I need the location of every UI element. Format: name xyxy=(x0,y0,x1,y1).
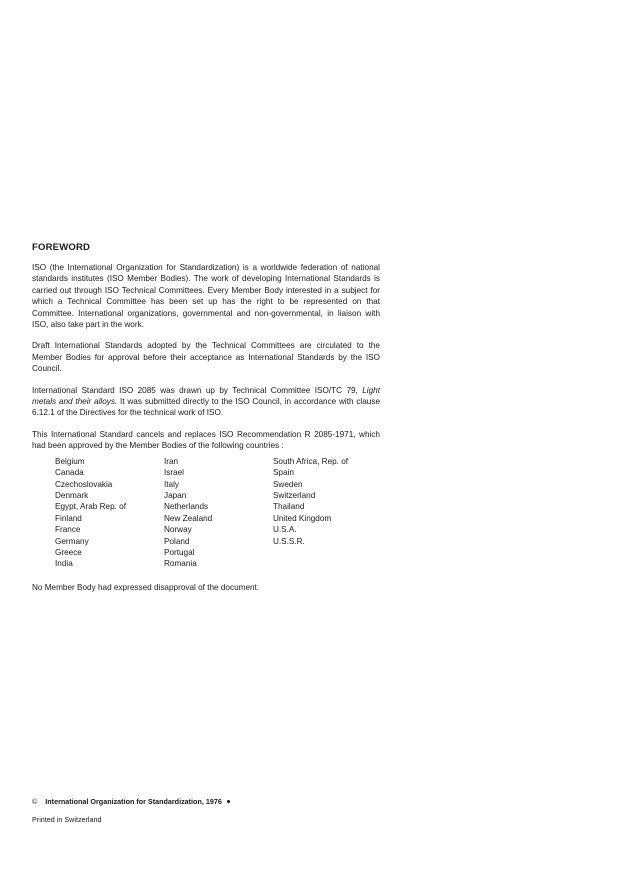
country-item: Canada xyxy=(55,468,84,478)
country-column-1 xyxy=(55,456,164,570)
country-item: South Africa, Rep. of xyxy=(272,456,349,466)
page-footer xyxy=(32,797,230,824)
country-item: Spain xyxy=(272,468,294,478)
closing-statement: No Member Body had expressed disapproval of the document. xyxy=(32,582,260,592)
country-item: Israel xyxy=(163,468,185,478)
paragraph-draft-standards: Draft International Standards adopted by the Technical Committees are circulated to the Member Bodies for approval before their acceptance as International Standards by the ISO Council. xyxy=(32,341,380,374)
country-item: France xyxy=(55,525,81,535)
country-item: Sweden xyxy=(272,479,303,489)
origin-text-start: International Standard ISO 2085 was drawn up by Technical Committee ISO/TC 79, xyxy=(32,385,363,395)
foreword-section xyxy=(32,242,380,593)
country-column-2 xyxy=(164,456,273,570)
country-item: Poland xyxy=(163,536,190,546)
origin-text-end: It was submitted directly to the ISO Council, in accordance with clause 6.12.1 of the Directives for the technical work of ISO. xyxy=(32,397,380,418)
copyright-symbol: © xyxy=(32,797,38,806)
country-item: Iran xyxy=(163,456,179,466)
country-item: Czechoslovakia xyxy=(55,479,113,489)
country-item: Finland xyxy=(55,513,82,523)
country-item: Egypt, Arab Rep. of xyxy=(55,502,127,512)
country-item: Greece xyxy=(55,547,82,557)
country-item: Thailand xyxy=(272,502,305,512)
copyright-text: International Organization for Standardization, 1976 xyxy=(45,797,222,806)
printed-in: Printed in Switzerland xyxy=(32,815,102,824)
country-item: U.S.A. xyxy=(272,525,297,535)
country-item: India xyxy=(55,559,73,569)
paragraph-iso-intro: ISO (the International Organization for Standardization) is a worldwide federation of national standards institutes (ISO Member Bodies). The work of developing International Standards is carried out through ISO Technical Committees. Every Member Body interested in a subject for which a Technical Committee has been set up has the right to be represented on that Committee. International organizations, governmental and non-governmental, in liaison with ISO, also take part in the work. xyxy=(32,263,380,330)
country-item: Belgium xyxy=(55,456,85,466)
paragraph-cancels-replaces: This International Standard cancels and replaces ISO Recommendation R 2085-1971, which had been approved by the Member Bodies of the following countries : xyxy=(32,429,380,451)
country-item: Norway xyxy=(163,525,192,535)
paragraph-standard-origin xyxy=(32,385,380,419)
country-item: U.S.S.R. xyxy=(272,536,305,546)
country-column-3 xyxy=(273,456,380,570)
country-item: Germany xyxy=(55,536,89,546)
country-list xyxy=(55,456,380,570)
country-item: Romania xyxy=(163,559,197,569)
country-item: New Zealand xyxy=(163,513,213,523)
country-item: United Kingdom xyxy=(272,513,332,523)
country-item: Switzerland xyxy=(272,490,316,500)
foreword-title: FOREWORD xyxy=(32,242,91,253)
copyright-line xyxy=(32,797,230,806)
country-item: Denmark xyxy=(55,490,89,500)
country-item: Italy xyxy=(163,479,180,489)
country-item: Netherlands xyxy=(163,502,209,512)
country-item: Japan xyxy=(163,490,187,500)
committee-subject: Light metals and their alloys. xyxy=(32,385,380,407)
bullet-dot-icon xyxy=(227,800,230,803)
country-item: Portugal xyxy=(163,547,195,557)
